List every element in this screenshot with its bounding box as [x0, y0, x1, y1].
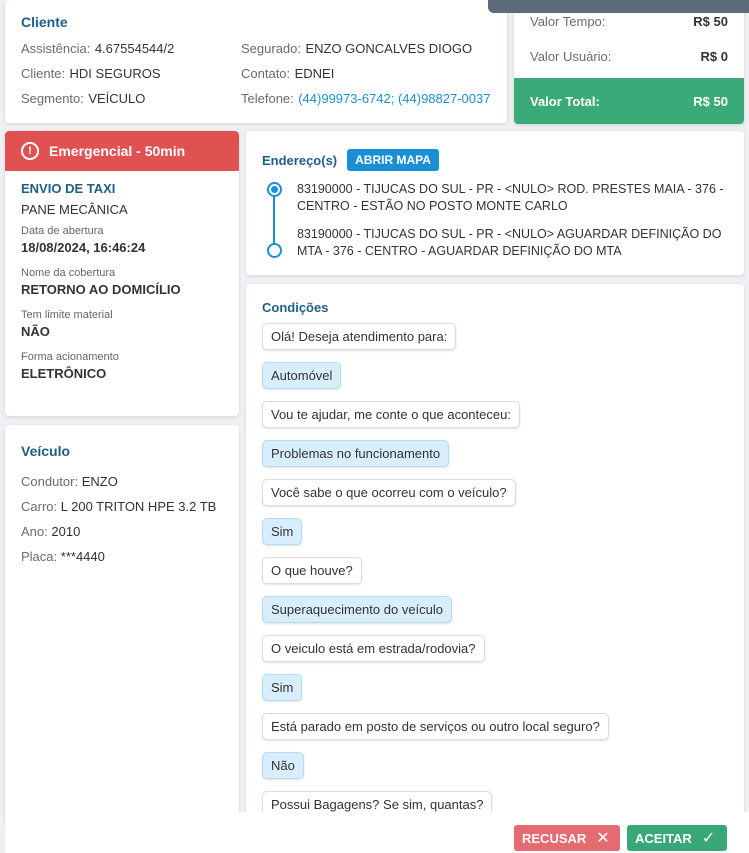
segmento-label: Segmento:: [21, 91, 84, 106]
segurado-value: ENZO GONCALVES DIOGO: [305, 41, 473, 56]
address-item-origin: [297, 181, 728, 215]
coverage-label: Nome da cobertura: [21, 267, 116, 279]
trigger-value: ELETRÔNICO: [21, 366, 107, 381]
telefone-label: Telefone:: [241, 91, 294, 106]
condition-question: Vou te ajudar, me conte o que aconteceu:: [262, 401, 520, 428]
emergency-card: [5, 131, 239, 416]
cliente-value: HDI SEGUROS: [69, 66, 161, 81]
condition-question: Possui Bagagens? Se sim, quantas?: [262, 791, 492, 818]
address-title: Endereço(s): [262, 152, 338, 168]
address-origin-text: 83190000 - TIJUCAS DO SUL - PR - <NULO> ROD. PRESTES MAIA - 376 - CENTRO - ESTÃO NO POSTO MONTE CARLO: [297, 182, 724, 213]
value-usuario-amount: R$ 0: [700, 49, 728, 64]
cliente-label: Cliente:: [21, 66, 66, 81]
driver-label: Condutor:: [21, 474, 79, 489]
accept-button-label: ACEITAR: [635, 830, 692, 846]
condition-question: O que houve?: [262, 557, 362, 584]
value-total-amount: R$ 50: [693, 93, 728, 109]
year-label: Ano:: [21, 524, 48, 539]
close-icon: ✕: [596, 830, 610, 847]
value-total-label: Valor Total:: [530, 93, 600, 109]
client-card: [5, 0, 507, 123]
assistencia-label: Assistência:: [21, 41, 91, 56]
plate-label: Placa:: [21, 549, 58, 564]
condition-question: Está parado em posto de serviços ou outro local seguro?: [262, 713, 609, 740]
coverage-value: RETORNO AO DOMICÍLIO: [21, 282, 181, 297]
contato-value: EDNEI: [294, 66, 335, 81]
contato-label: Contato:: [241, 66, 291, 81]
service-title: ENVIO DE TAXI: [21, 181, 116, 196]
condition-answer: Problemas no funcionamento: [262, 440, 449, 467]
check-icon: ✓: [701, 830, 716, 847]
trigger-label: Forma acionamento: [21, 351, 119, 363]
car-label: Carro:: [21, 499, 58, 514]
service-reason: PANE MECÂNICA: [21, 202, 128, 217]
limit-value: NÃO: [21, 324, 50, 339]
condition-answer: Sim: [262, 674, 302, 701]
value-total-row: [514, 78, 744, 124]
client-title: Cliente: [21, 14, 68, 30]
client-right-column: [241, 36, 490, 111]
refuse-button-label: RECUSAR: [522, 830, 587, 846]
origin-dot-icon: [267, 182, 282, 197]
plate-value: ***4440: [60, 549, 105, 564]
conditions-title: Condições: [262, 300, 329, 315]
values-card: [514, 0, 744, 124]
conditions-card: [246, 284, 744, 824]
address-card: [246, 131, 744, 275]
address-item-destination: [297, 226, 728, 260]
refuse-button[interactable]: [514, 825, 620, 851]
address-destination-text: 83190000 - TIJUCAS DO SUL - PR - <NULO> AGUARDAR DEFINIÇÃO DO MTA - 376 - CENTRO - AGUARDAR DEFINIÇÃO DO MTA: [297, 227, 722, 258]
value-usuario-row: [514, 39, 744, 74]
open-map-button[interactable]: ABRIR MAPA: [347, 149, 439, 171]
assistencia-value: 4.67554544/2: [94, 41, 175, 56]
segurado-label: Segurado:: [241, 41, 301, 56]
condition-answer: Superaquecimento do veículo: [262, 596, 452, 623]
limit-label: Tem limite material: [21, 309, 113, 321]
opening-date-value: 18/08/2024, 16:46:24: [21, 240, 146, 255]
accept-button[interactable]: [627, 825, 727, 851]
condition-answer: Sim: [262, 518, 302, 545]
vehicle-card: [5, 425, 239, 825]
vehicle-title: Veículo: [21, 443, 71, 459]
condition-answer: Automóvel: [262, 362, 341, 389]
telefone-link[interactable]: (44)99973-6742; (44)98827-0037: [298, 91, 491, 106]
value-usuario-label: Valor Usuário:: [530, 49, 612, 64]
value-tempo-amount: R$ 50: [693, 14, 728, 29]
address-list: [262, 181, 728, 260]
car-value: L 200 TRITON HPE 3.2 TB: [60, 499, 217, 514]
emergency-banner: [5, 131, 239, 171]
value-tempo-label: Valor Tempo:: [530, 14, 606, 29]
destination-dot-icon: [267, 243, 282, 258]
condition-answer: Não: [262, 752, 304, 779]
action-footer: [5, 812, 749, 853]
opening-date-label: Data de abertura: [21, 225, 104, 237]
condition-question: O veiculo está em estrada/rodovia?: [262, 635, 485, 662]
client-left-column: [21, 36, 174, 111]
emergency-banner-text: Emergencial - 50min: [49, 143, 186, 159]
segmento-value: VEÍCULO: [88, 91, 146, 106]
driver-value: ENZO: [81, 474, 118, 489]
year-value: 2010: [51, 524, 81, 539]
top-overlay-tab: [488, 0, 749, 13]
condition-question: Olá! Deseja atendimento para:: [262, 323, 456, 350]
alert-circle-icon: !: [21, 142, 39, 160]
condition-question: Você sabe o que ocorreu com o veículo?: [262, 479, 516, 506]
